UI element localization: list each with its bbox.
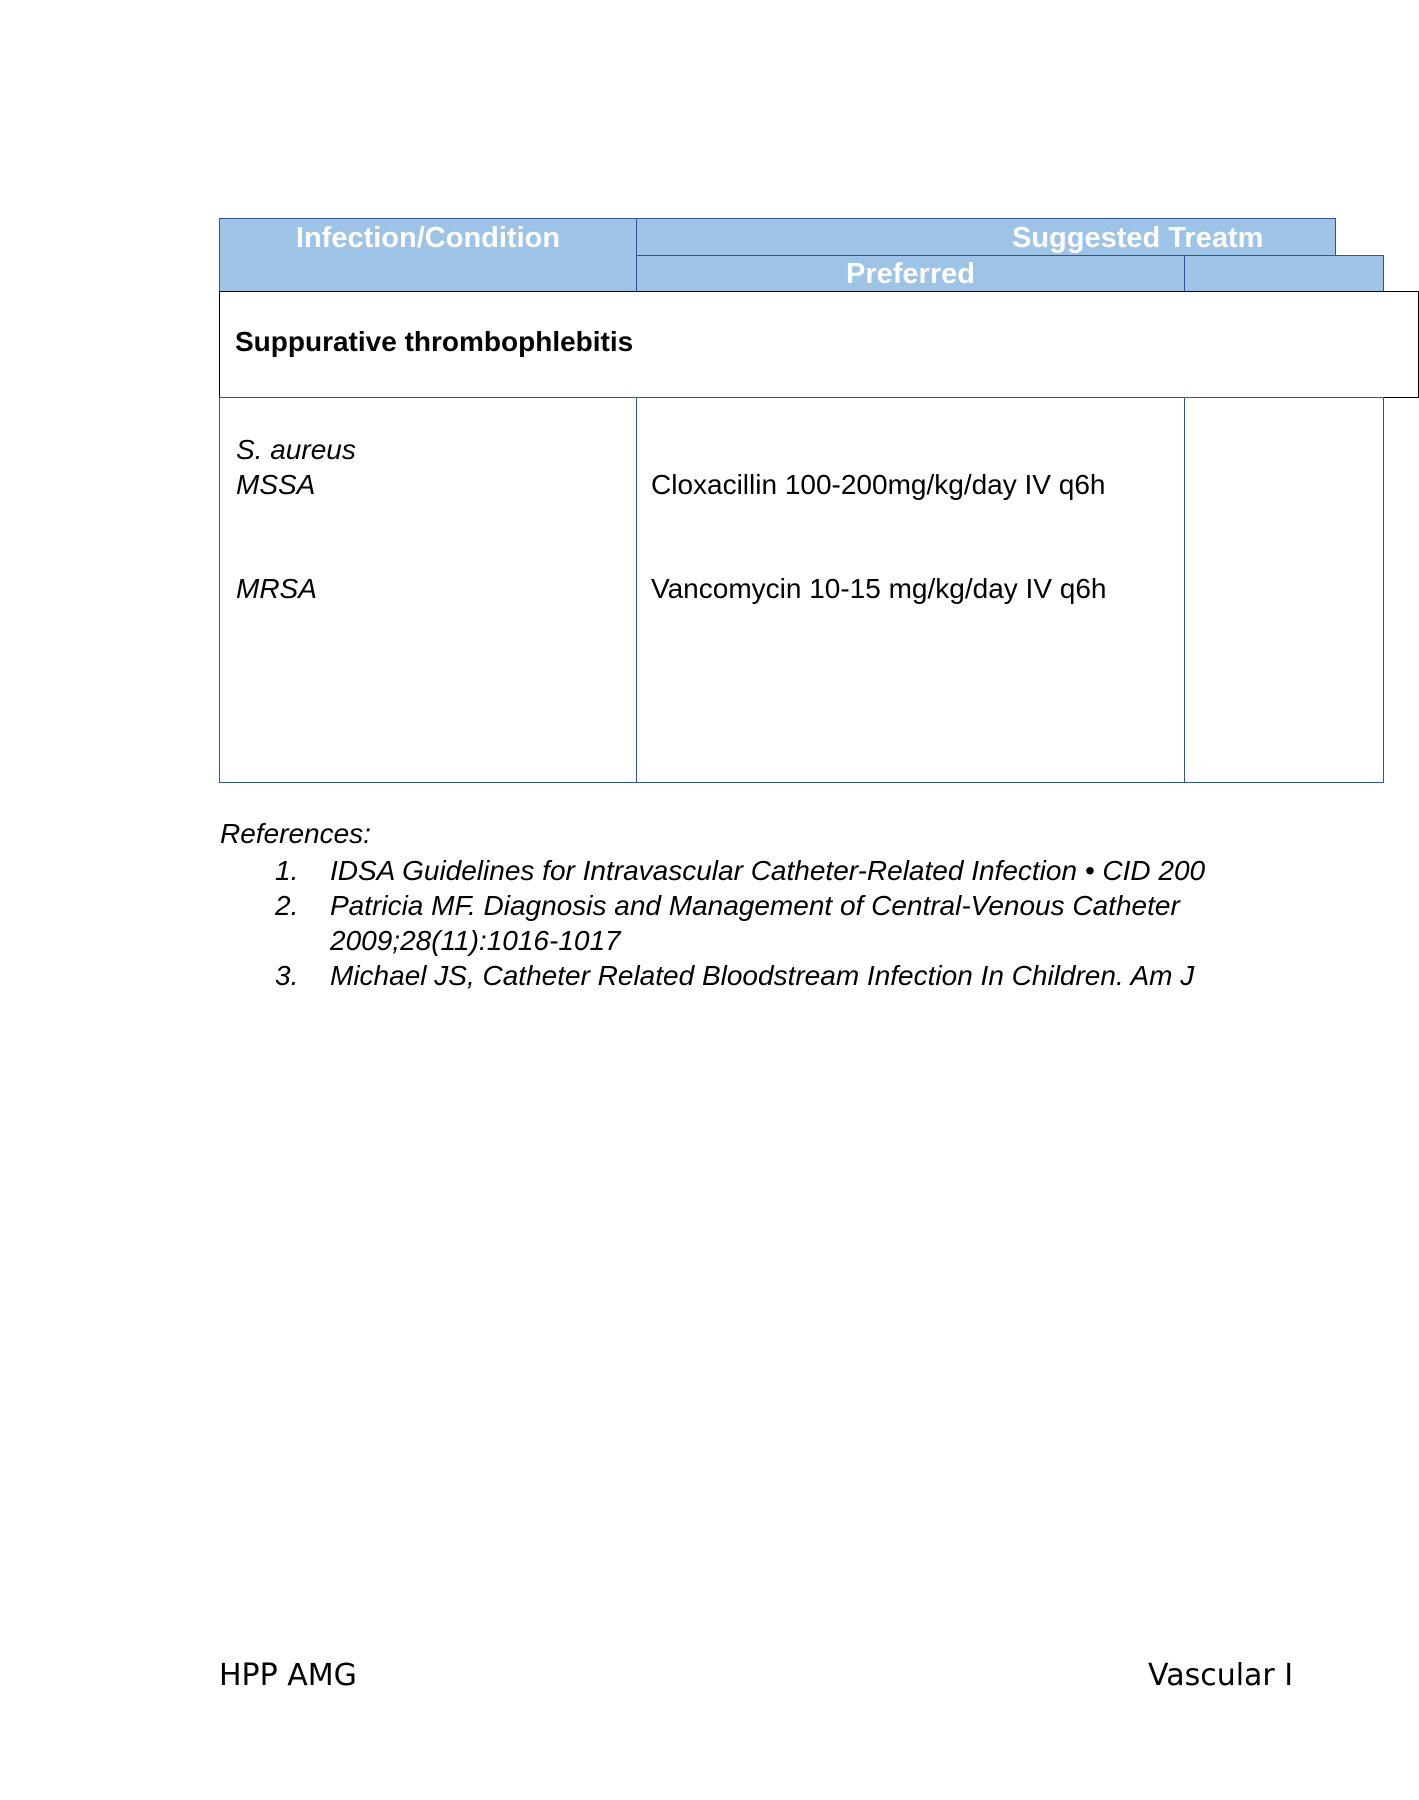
section-title: Suppurative thrombophlebitis — [235, 326, 634, 357]
alternative-cell — [1184, 397, 1384, 783]
references-list — [220, 853, 1320, 993]
reference-text-continued: 2009;28(11):1016-1017 — [330, 925, 621, 956]
reference-text: Patricia MF. Diagnosis and Management of Central-Venous Catheter — [330, 890, 1180, 921]
header-infection-condition: Infection/Condition — [219, 218, 637, 292]
reference-item — [220, 853, 1320, 888]
reference-number: 2. — [275, 890, 299, 921]
reference-number: 3. — [275, 960, 299, 991]
mssa-label: MSSA — [236, 469, 316, 500]
header-alternative-cell — [1184, 255, 1384, 292]
reference-item — [220, 888, 1320, 923]
mssa-preferred-treatment: Cloxacillin 100-200mg/kg/day IV q6h — [651, 469, 1106, 500]
footer-left: HPP AMG — [219, 1658, 357, 1693]
header-preferred: Preferred — [636, 255, 1185, 292]
footer-right: Vascular I — [1148, 1658, 1294, 1693]
reference-text: Michael JS, Catheter Related Bloodstream Infection In Children. Am J — [330, 960, 1195, 991]
header-suggested-treatment: Suggested Treatm — [636, 218, 1336, 256]
organism-label: S. aureus — [236, 434, 356, 465]
mrsa-preferred-treatment: Vancomycin 10-15 mg/kg/day IV q6h — [651, 573, 1107, 604]
references-title: References: — [220, 818, 371, 849]
reference-item — [220, 958, 1320, 993]
mrsa-label: MRSA — [236, 573, 317, 604]
reference-number: 1. — [275, 855, 299, 886]
reference-text: IDSA Guidelines for Intravascular Catheter-Related Infection • CID 200 — [330, 855, 1206, 886]
